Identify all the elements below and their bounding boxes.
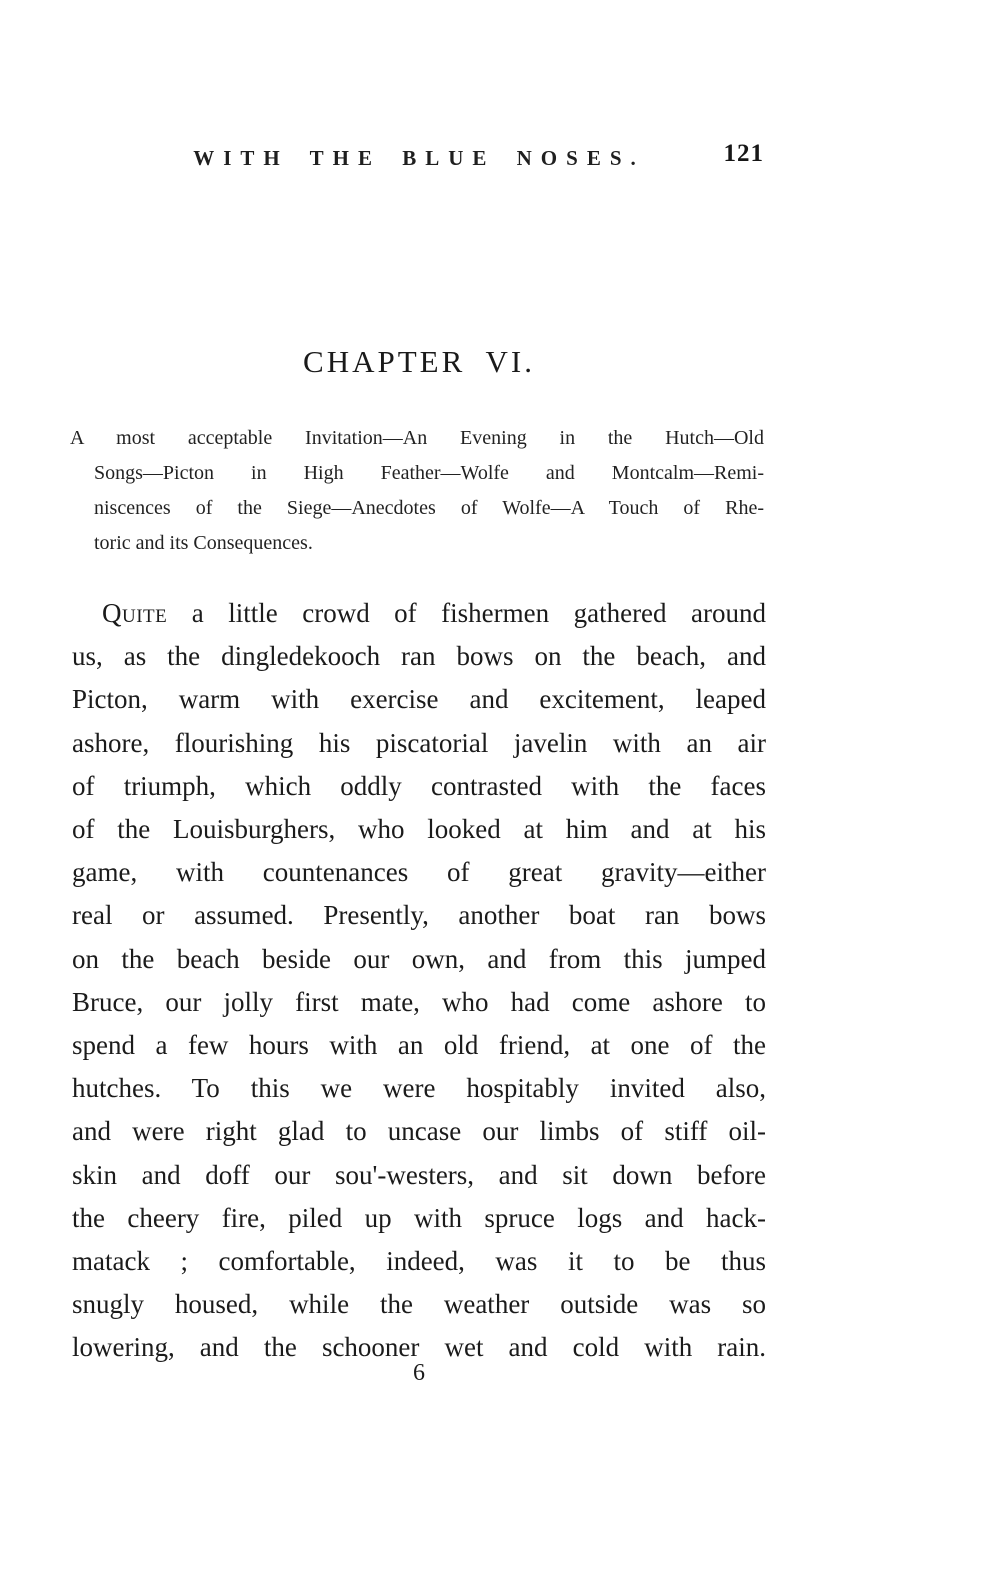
body-line: of triumph, which oddly contrasted with the faces	[72, 770, 766, 801]
body-first-line-text: a little crowd of fishermen gathered around	[191, 598, 767, 628]
body-line: matack ; comfortable, indeed, was it to be thus	[72, 1246, 766, 1277]
body-line: us, as the dingledekooch ran bows on the beach, and	[72, 641, 766, 672]
lead-word: Quite	[102, 598, 168, 628]
summary-line: niscences of the Siege—Anecdotes of Wolfe—A Touch of Rhe-	[94, 497, 764, 519]
body-line: Bruce, our jolly first mate, who had come ashore to	[72, 986, 766, 1017]
body-line: lowering, and the schooner wet and cold with rain.	[72, 1332, 766, 1363]
chapter-heading: CHAPTER VI.	[303, 344, 535, 379]
body-paragraph	[72, 592, 766, 1370]
chapter-summary	[70, 421, 764, 561]
summary-line: Songs—Picton in High Feather—Wolfe and Montcalm—Remi-	[94, 462, 764, 484]
summary-line: toric and its Consequences.	[94, 532, 313, 554]
body-line: game, with countenances of great gravity—either	[72, 857, 766, 888]
running-header-title: WITH THE BLUE NOSES.	[193, 146, 645, 170]
running-header	[72, 140, 766, 180]
summary-line: A most acceptable Invitation—An Evening in the Hutch—Old	[70, 427, 764, 449]
body-line: Picton, warm with exercise and excitement, leaped	[72, 684, 766, 715]
body-line: real or assumed. Presently, another boat ran bows	[72, 900, 766, 931]
footer-page-number: 6	[413, 1360, 425, 1386]
body-line: and were right glad to uncase our limbs of stiff oil-	[72, 1116, 766, 1147]
body-line: spend a few hours with an old friend, at one of the	[72, 1030, 766, 1061]
body-line: hutches. To this we were hospitably invited also,	[72, 1073, 766, 1104]
page-number: 121	[723, 140, 764, 167]
body-line: ashore, flourishing his piscatorial javelin with an air	[72, 727, 766, 758]
body-first-line	[72, 592, 766, 635]
body-line: snugly housed, while the weather outside was so	[72, 1289, 766, 1320]
body-line: the cheery fire, piled up with spruce logs and hack-	[72, 1202, 766, 1233]
body-line: on the beach beside our own, and from this jumped	[72, 943, 766, 974]
body-line: of the Louisburghers, who looked at him and at his	[72, 814, 766, 845]
body-line: skin and doff our sou'-westers, and sit down before	[72, 1159, 766, 1190]
